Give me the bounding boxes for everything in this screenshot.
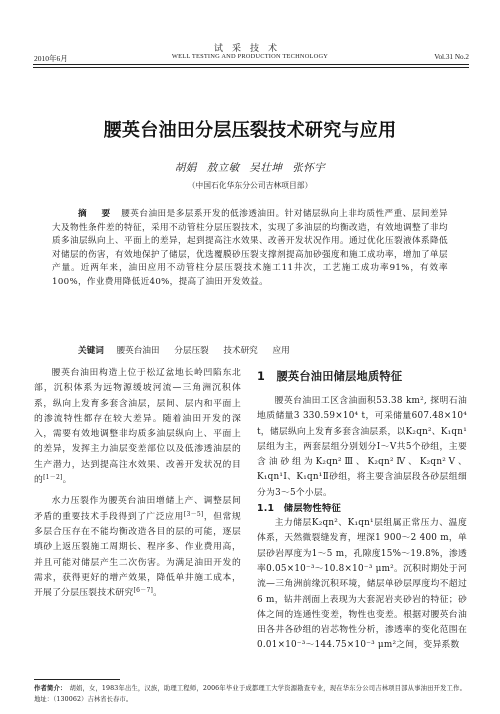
right-column: [257, 366, 467, 654]
keyword-item: 应用: [272, 346, 290, 356]
footnote-label: 作者简介：: [34, 685, 67, 692]
volume-number: Vol.31 No.2: [434, 53, 469, 61]
reservoir-properties-paragraph: 主力储层K₂qn²、K₁qn¹层组属正常压力、温度体系，天然微裂缝发育，埋深1 900～2 400 m，单层砂岩厚度为1～5 m，孔隙度15%～19.8%，渗透率0.05×10⁻³～10.8×10⁻³ μm²。沉积时期处于河流—三角洲前缘沉积环境，储层单砂层厚度均不超过6 m，钻井剖面上表现为大套泥岩夹砂岩的特征；砂体之间的连通性变差，物性也变差。根据对腰英台油田各井各砂组的岩芯物性分析，渗透率的变化范围在0.01×10⁻³～144.75×10⁻³ μm²之间，变异系数: [257, 518, 467, 651]
keyword-item: 技术研究: [223, 346, 258, 356]
keyword-item: 分层压裂: [174, 346, 209, 356]
author-footnote: [34, 684, 466, 705]
keywords-label: 关键词: [78, 346, 104, 356]
footnote-text: 胡娟，女，1983年出生，汉族，助理工程师，2006年毕业于成都理工大学资源勘查专业，现在华东分公司吉林项目部从事油田开发工作。地址：（130062）吉林省长春市。: [34, 685, 467, 703]
abstract-label: 摘 要: [78, 209, 114, 219]
abstract: [52, 208, 448, 290]
citation: [1－2]: [43, 474, 63, 482]
left-column: [34, 366, 241, 601]
intro-paragraph-1: 腰英台油田构造上位于松辽盆地长岭凹陷东北部，沉积体系为远物源缓坡河流—三角洲沉积体系，纵向上发育多套含油层，层间、层内和平面上的渗流特性都存在较大差异。随着油田开发的深入，需要有效地调整非均质多油层纵向上、平面上的差异，发挥主力油层变差部位以及低渗透油层的生产潜力，达到提高注水效果、改善开发状况的目的[1－2]。: [34, 368, 241, 486]
citation: [6－7]: [133, 587, 154, 595]
header-rule-thin: [33, 67, 469, 68]
footnote-rule: [34, 679, 120, 680]
section-heading: 1 腰英台油田储层地质特征: [257, 370, 403, 383]
subsection-heading: 1.1 储层物性特征: [257, 503, 342, 515]
article-title: 腰英台油田分层压裂技术研究与应用: [103, 120, 397, 141]
intro-paragraph-2: 水力压裂作为腰英台油田增储上产、调整层间矛盾的重要技术手段得到了广泛应用[3－5]，但常规多层合压存在不能均衡改造各目的层的可能，逐层填砂上返压裂施工周期长、程序多、作业费用高，并且可能对储层产生二次伤害。为满足油田开发的需求，获得更好的增产效果，降低单井施工成本，开展了分层压裂技术研究[6－7]。: [34, 496, 241, 599]
issue-date: 2010年6月: [34, 54, 68, 63]
journal-name-english: WELL TESTING AND PRODUCTION TECHNOLOGY: [171, 53, 329, 60]
journal-name-chinese: 试采技术: [213, 44, 286, 54]
geology-paragraph: 腰英台油田工区含油面积53.38 km², 探明石油地质储量3 330.59×10⁴ t，可采储量607.48×10⁴ t，储层纵向上发育多套含油层系，以K₂qn²、K₁qn¹层组为主，两套层组分别划分Ⅰ～Ⅴ共5个砂组，主要含油砂组为K₂qn²Ⅲ、K₂qn²Ⅳ、K₂qn²Ⅴ、K₁qn¹Ⅰ、K₁qn¹Ⅱ砂组，将主要含油层段各砂层组细分为3～5个小层。: [257, 396, 467, 498]
keywords: [52, 345, 448, 358]
keyword-item: 腰英台油田: [116, 346, 160, 356]
header-rule-thick: [33, 64, 469, 65]
citation: [3－5]: [183, 510, 204, 518]
abstract-text: 腰英台油田是多层系开发的低渗透油田。针对储层纵向上非均质性严重、层间差异大及物性条件差的特征，采用不动管柱分层压裂技术，实现了多油层的均衡改造，有效地调整了非均质多油层纵向上、平面上的差异，起到提高注水效果、改善开发状况作用。通过优化压裂液体系降低对储层的伤害，有效地保护了储层，优选覆膜砂压裂支撑剂提高加砂强度和施工成功率，增加了单层产量。近两年来，油田应用不动管柱分层压裂技术施工11井次，工艺施工成功率91%，有效率100%，作业费用降低近40%，提高了油田开发效益。: [52, 209, 448, 287]
author-affiliation: （中国石化华东分公司吉林项目部）: [187, 181, 313, 190]
article-authors: 胡娟 敖立敏 吴壮坤 张怀宇: [174, 162, 326, 174]
